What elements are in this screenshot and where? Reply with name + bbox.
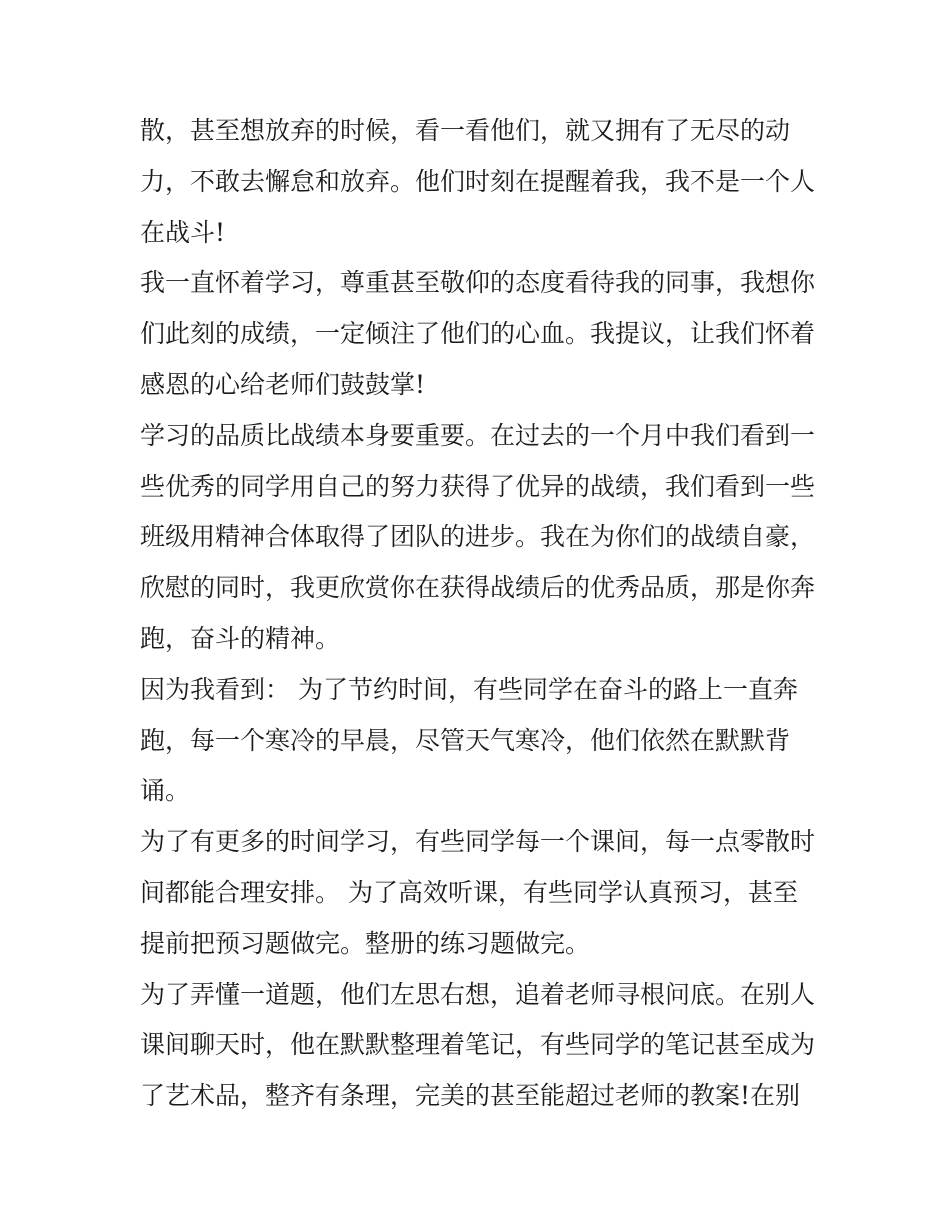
text-line: 了艺术品，整齐有条理，完美的甚至能超过老师的教案!在别 (140, 1081, 801, 1111)
text-line: 学习的品质比战绩本身要重要。在过去的一个月中我们看到一 (140, 420, 816, 450)
text-line: 间都能合理安排。 为了高效听课，有些同学认真预习，甚至 (140, 877, 798, 907)
text-line: 力，不敢去懈怠和放弃。他们时刻在提醒着我，我不是一个人 (140, 166, 816, 196)
text-line: 跑，每一个寒冷的早晨，尽管天气寒冷，他们依然在默默背 (140, 725, 791, 755)
text-line: 提前把预习题做完。整册的练习题做完。 (140, 928, 591, 958)
text-line: 些优秀的同学用自己的努力获得了优异的战绩，我们看到一些 (140, 471, 816, 501)
text-line: 课间聊天时，他在默默整理着笔记，有些同学的笔记甚至成为 (140, 1030, 816, 1060)
text-line: 欣慰的同时，我更欣赏你在获得战绩后的优秀品质，那是你奔 (140, 573, 816, 603)
text-line: 散，甚至想放弃的时候，看一看他们，就又拥有了无尽的动 (140, 116, 791, 145)
text-line: 班级用精神合体取得了团队的进步。我在为你们的战绩自豪， (140, 522, 816, 552)
body-text (140, 106, 820, 1122)
text-line: 因为我看到： 为了节约时间，有些同学在奋斗的路上一直奔 (140, 674, 798, 704)
text-line: 我一直怀着学习，尊重甚至敬仰的态度看待我的同事，我想你 (140, 268, 816, 298)
text-line: 为了弄懂一道题，他们左思右想，追着老师寻根问底。在别人 (140, 979, 816, 1009)
text-line: 们此刻的成绩，一定倾注了他们的心血。我提议，让我们怀着 (140, 319, 816, 349)
text-line: 在战斗! (140, 217, 226, 247)
text-line: 为了有更多的时间学习，有些同学每一个课间，每一点零散时 (140, 827, 816, 857)
text-line: 感恩的心给老师们鼓鼓掌! (140, 369, 426, 399)
text-line: 诵。 (140, 776, 191, 806)
text-line: 跑，奋斗的精神。 (140, 623, 341, 653)
